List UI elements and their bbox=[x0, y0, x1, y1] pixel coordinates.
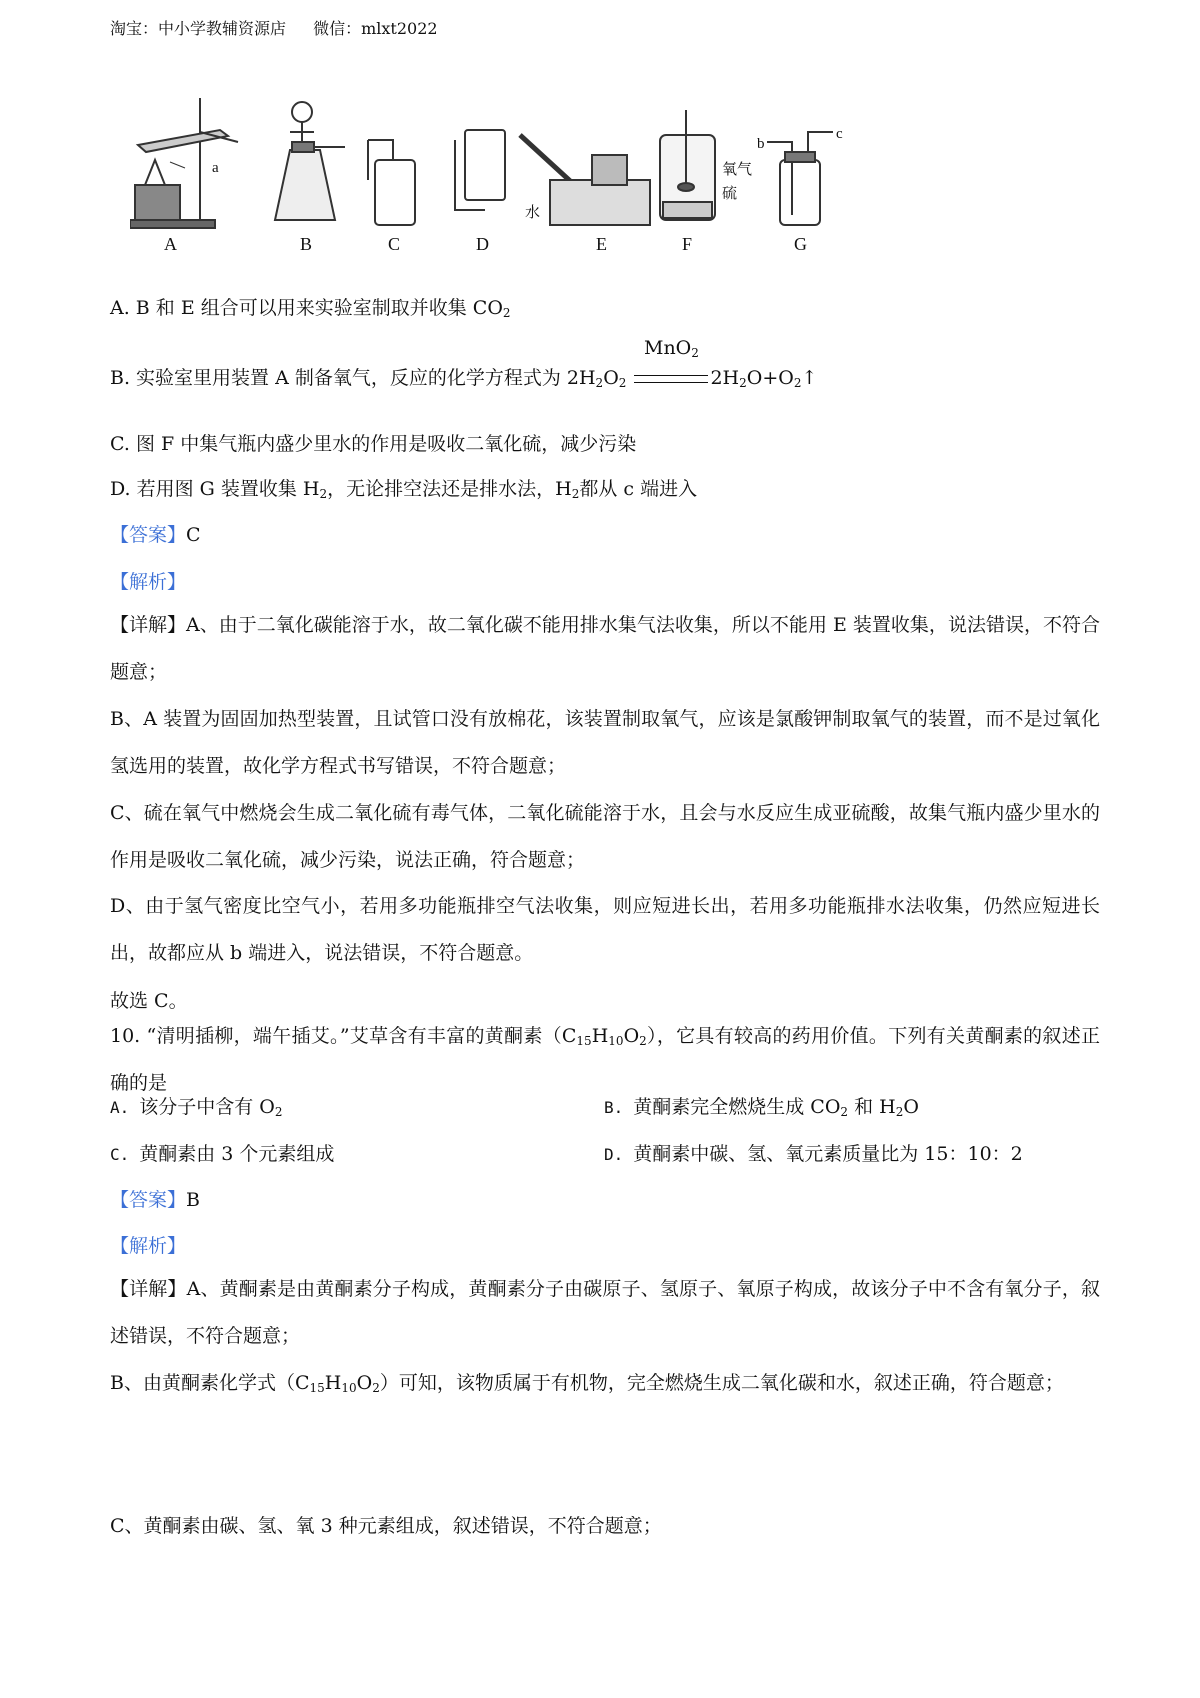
apparatus-d bbox=[455, 130, 505, 210]
q10-stem: 10. “清明插柳，端午插艾。”艾草含有丰富的黄酮素$(C_{15}H_{10}O_2)$，它具有较高的药用价值。下列有关黄酮素的叙述正确的是 bbox=[110, 1025, 1100, 1094]
q10-option-c: C. 黄酮素由 3 个元素组成 bbox=[110, 1143, 335, 1165]
reaction-condition: MnO$_2$ bbox=[634, 364, 708, 392]
q10-detail-a: 【详解】A、黄酮素是由黄酮素分子构成，黄酮素分子由碳原子、氢原子、氧原子构成，故该分子中不含有氧分子，叙述错误，不符合题意； bbox=[110, 1278, 1100, 1347]
q9-option-d: D. 若用图 G 装置收集 $H_2$，无论排空法还是排水法，$H_2$都从 c 端进入 bbox=[110, 478, 698, 501]
q9-detail-b: B、A 装置为固固加热型装置，且试管口没有放棉花，该装置制取氧气，应该是氯酸钾制取氧气的装置，而不是过氧化氢选用的装置，故化学方程式书写错误，不符合题意； bbox=[110, 708, 1100, 777]
apparatus-c bbox=[368, 140, 415, 225]
label-c: C bbox=[388, 234, 401, 254]
label-water: 水 bbox=[525, 205, 541, 221]
q10-analysis-label: 【解析】 bbox=[110, 1235, 187, 1257]
apparatus-a bbox=[130, 98, 238, 228]
q10-option-d: D. 黄酮素中碳、氢、氧元素质量比为 15：10：2 bbox=[604, 1143, 1023, 1165]
label-b: B bbox=[300, 234, 313, 254]
wechat-id: 微信：mlxt2022 bbox=[313, 19, 438, 38]
q9-answer: 【答案】C bbox=[110, 524, 201, 546]
q9-conclusion: 故选 C。 bbox=[110, 990, 188, 1012]
label-f: F bbox=[682, 234, 693, 254]
apparatus-f bbox=[660, 110, 715, 220]
label-port-b: b bbox=[757, 136, 765, 152]
q9-detail-d: D、由于氢气密度比空气小，若用多功能瓶排空气法收集，则应短进长出，若用多功能瓶排水法收集，仍然应短进长出，故都应从 b 端进入，说法错误，不符合题意。 bbox=[110, 895, 1100, 964]
q9-analysis-label: 【解析】 bbox=[110, 571, 187, 593]
label-oxygen: 氧气 bbox=[722, 162, 753, 178]
gas-arrow: ↑ bbox=[801, 367, 818, 389]
shop-name: 淘宝：中小学教辅资源店 bbox=[110, 19, 287, 38]
label-port-c: c bbox=[836, 126, 843, 142]
apparatus-b bbox=[275, 102, 345, 220]
q9-option-a: A. B 和 E 组合可以用来实验室制取并收集 $CO_2$ bbox=[110, 297, 511, 320]
q10-option-a: A. 该分子中含有 $O_2$ bbox=[110, 1096, 283, 1119]
label-tube-a: a bbox=[212, 160, 219, 176]
q9-detail-a: 【详解】A、由于二氧化碳能溶于水，故二氧化碳不能用排水集气法收集，所以不能用 E 装置收集，说法错误，不符合题意； bbox=[110, 614, 1100, 683]
q10-answer: 【答案】B bbox=[110, 1189, 200, 1211]
apparatus-g bbox=[767, 132, 833, 225]
q10-detail-c: C、黄酮素由碳、氢、氧 3 种元素组成，叙述错误，不符合题意； bbox=[110, 1515, 662, 1537]
label-sulfur: 硫 bbox=[722, 186, 738, 202]
apparatus-figure bbox=[130, 90, 920, 280]
page-header bbox=[110, 16, 460, 39]
label-g: G bbox=[794, 234, 807, 254]
q10-detail-b: B、由黄酮素化学式$(C_{15}H_{10}O_2)$可知，该物质属于有机物，完全燃烧生成二氧化碳和水，叙述正确，符合题意； bbox=[110, 1372, 1064, 1395]
q9-option-c: C. 图 F 中集气瓶内盛少里水的作用是吸收二氧化硫，减少污染 bbox=[110, 433, 637, 455]
label-e: E bbox=[596, 234, 607, 254]
q9-option-b: B. 实验室里用装置 A 制备氧气，反应的化学方程式为 $2H_2O_2$ MnO$_2$ $2H_2O+O_2↑$ bbox=[110, 337, 818, 390]
label-a: A bbox=[164, 234, 177, 254]
label-d: D bbox=[476, 234, 489, 254]
q9-detail-c: C、硫在氧气中燃烧会生成二氧化硫有毒气体，二氧化硫能溶于水，且会与水反应生成亚硫酸，故集气瓶内盛少里水的作用是吸收二氧化硫，减少污染，说法正确，符合题意； bbox=[110, 802, 1100, 871]
q10-option-b: B. 黄酮素完全燃烧生成 $CO_2$ 和 $H_2O$ bbox=[604, 1096, 919, 1119]
